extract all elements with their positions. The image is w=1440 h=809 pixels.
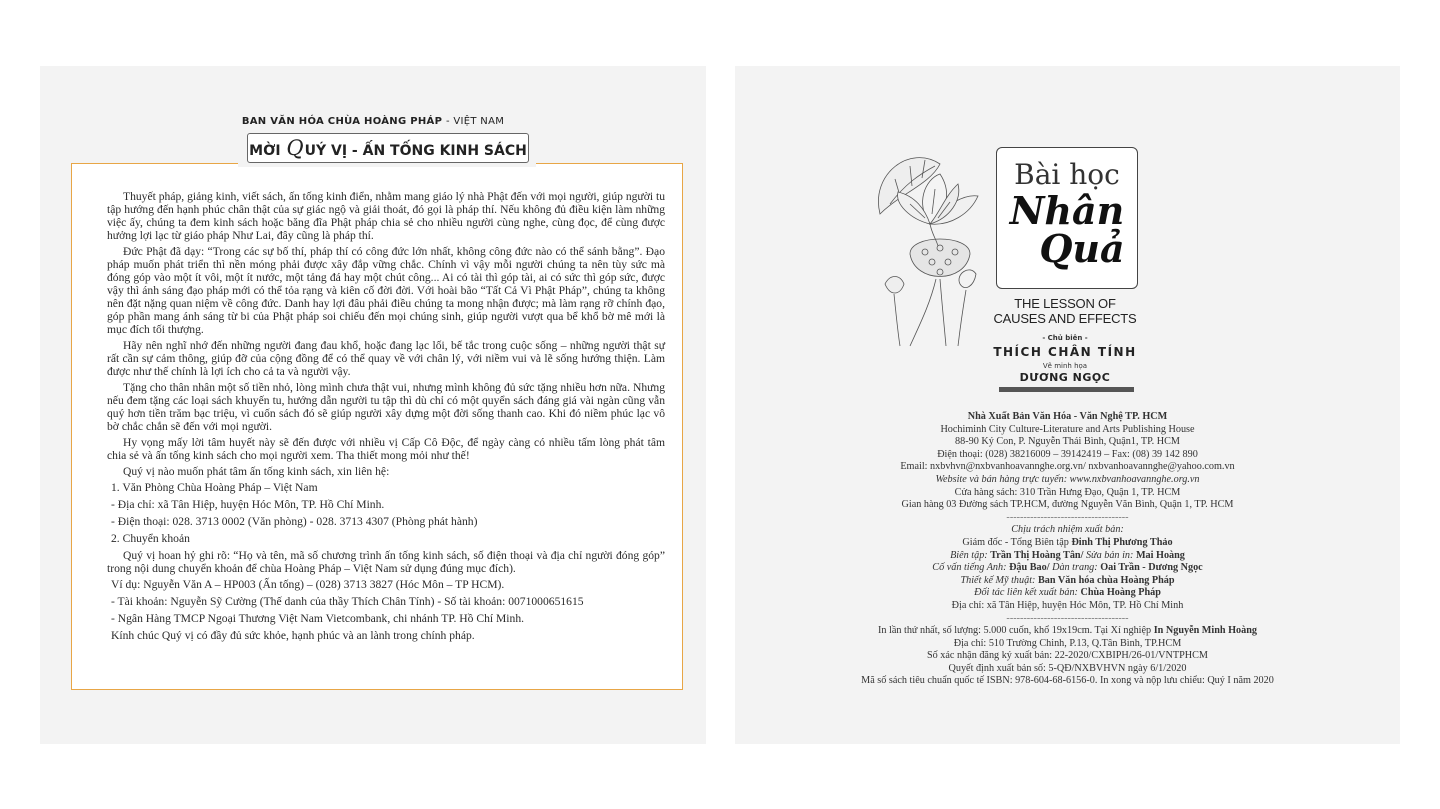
print-info: In lần thứ nhất, số lượng: 5.000 cuốn, khổ 19x19cm. Tại Xí nghiệp bbox=[877, 625, 1152, 637]
invitation-banner bbox=[247, 133, 529, 163]
editor-value: Trần Thị Hoàng Tân/ bbox=[990, 549, 1084, 561]
english-title bbox=[965, 296, 1165, 326]
illustrator-name: DƯƠNG NGỌC bbox=[1019, 371, 1111, 384]
contact-office-address: - Địa chỉ: xã Tân Hiệp, huyện Hóc Môn, TP. Hồ Chí Minh. bbox=[111, 498, 385, 511]
book-title-line-1: Bài học bbox=[1014, 158, 1120, 191]
art-value: Ban Văn hóa chùa Hoàng Pháp bbox=[1037, 574, 1175, 586]
publisher-store: Cửa hàng sách: 310 Trần Hưng Đạo, Quận 1, TP. HCM bbox=[954, 486, 1181, 498]
book-title-box bbox=[996, 147, 1138, 289]
english-title-line-1: THE LESSON OF bbox=[1014, 296, 1116, 311]
invitation-initial: Q bbox=[286, 136, 304, 160]
proof-value: Mai Hoàng bbox=[1135, 549, 1185, 561]
publisher-email: Email: nxbvhvn@nxbvanhoavannghe.org.vn/ nxbvanhoavannghe@yahoo.com.vn bbox=[900, 461, 1235, 473]
publisher-info bbox=[795, 411, 1340, 688]
print-line bbox=[795, 625, 1340, 638]
paragraph: Tặng cho thân nhân một số tiền nhỏ, lòng mình chưa thật vui, nhưng mình không đủ sức tặng nhiều hơn nữa. Nhưng nếu đem tặng các loại sách khuyến tu, hướng dẫn người tu tập thì dù chỉ có một quyển sách đáng giá vài ngàn cũng vẫn quý hơn tiền trăm bạc triệu, vì cuốn sách đó sẽ giúp người xây dựng một đời sống thanh cao. Khi đó niềm phúc lạc vô bờ chắc chắn sẽ đến với mọi người. bbox=[107, 381, 665, 433]
printer-address: Địa chỉ: 510 Trường Chinh, P.13, Q.Tân Bình, TP.HCM bbox=[953, 637, 1182, 649]
transfer-bank: - Ngân Hàng TMCP Ngoại Thương Việt Nam Vietcombank, chi nhánh TP. Hồ Chí Minh. bbox=[111, 612, 525, 625]
invitation-body bbox=[107, 190, 665, 646]
paragraph: Hãy nên nghĩ nhớ đến những người đang đau khổ, hoặc đang lạc lối, bế tắc trong cuộc sống – những người thật sự rất cần sự cảm thông, giúp đỡ của cộng đồng để có thể quay về với chân lý, với niềm vui và lẽ sống hướng thiện. Làm được như thế chính là lợi ích cho cả ta và người vậy. bbox=[107, 339, 665, 378]
publisher-booth: Gian hàng 03 Đường sách TP.HCM, đường Nguyễn Văn Bình, Quận 1, TP. HCM bbox=[901, 499, 1234, 511]
publisher-name-english: Hochiminh City Culture-Literature and Arts Publishing House bbox=[940, 423, 1195, 435]
paragraph: Thuyết pháp, giảng kinh, viết sách, ấn tống kinh điển, nhằm mang giáo lý nhà Phật đến với mọi người, giúp người tu tập hướng đến hạnh phúc chân thật của sự giác ngộ và giải thoát, đó gọi là pháp thí. Nếu không đủ điều kiện làm những việc ấy, chúng ta đem kinh sách hoặc băng đĩa Phật pháp chia sẻ cho nhiều người cùng nghe, cùng đọc, để cùng được hưởng lợi lạc từ giáo pháp Như Lai, đây cũng là pháp thí. bbox=[107, 190, 665, 242]
book-title-line-2: Nhân bbox=[1009, 188, 1125, 233]
partner-value: Chùa Hoàng Pháp bbox=[1080, 587, 1161, 599]
closing-wish: Kính chúc Quý vị có đầy đủ sức khỏe, hạnh phúc và an lành trong chính pháp. bbox=[111, 629, 475, 642]
transfer-title: 2. Chuyển khoản bbox=[111, 532, 190, 545]
chief-editor-role: - Chủ biên - bbox=[1042, 334, 1088, 342]
art-label: Thiết kế Mỹ thuật: bbox=[960, 574, 1036, 586]
english-title-line-2: CAUSES AND EFFECTS bbox=[993, 311, 1137, 326]
publishing-decision: Quyết định xuất bản số: 5-QĐ/NXBVHVN ngày 6/1/2020 bbox=[948, 662, 1187, 674]
layout-label: Dàn trang: bbox=[1052, 562, 1098, 574]
organization-heading bbox=[40, 116, 706, 127]
invitation-title: UÝ VỊ - ẤN TỐNG KINH SÁCH bbox=[304, 143, 527, 159]
publisher-website: Website và bán hàng trực tuyến: www.nxbvanhoavannghe.org.vn bbox=[935, 473, 1200, 485]
isbn-line: Mã số sách tiêu chuẩn quốc tế ISBN: 978-604-68-6156-0. In xong và nộp lưu chiểu: Quý I năm 2020 bbox=[861, 675, 1274, 687]
publisher-address: 88-90 Ký Con, P. Nguyễn Thái Bình, Quận1, TP. HCM bbox=[955, 436, 1180, 448]
director-line bbox=[795, 537, 1340, 550]
director-label: Giám đốc - Tổng Biên tập bbox=[962, 536, 1069, 548]
contact-office-title: 1. Văn Phòng Chùa Hoàng Pháp – Việt Nam bbox=[111, 481, 318, 494]
illustrator-role: Vẽ minh họa bbox=[1042, 362, 1088, 370]
registration-number: Số xác nhận đăng ký xuất bản: 22-2020/CXBIPH/26-01/VNTPHCM bbox=[927, 650, 1208, 662]
partner-line bbox=[795, 587, 1340, 600]
proof-label: Sửa bản in: bbox=[1085, 549, 1134, 561]
left-page bbox=[40, 66, 706, 744]
transfer-example: Ví dụ: Nguyễn Văn A – HP003 (Ấn tống) – (028) 3713 3827 (Hóc Môn – TP HCM). bbox=[111, 578, 505, 591]
book-title-line-3: Quả bbox=[1039, 226, 1125, 271]
partner-label: Đối tác liên kết xuất bản: bbox=[974, 587, 1078, 599]
organization-name: BAN VĂN HÓA CHÙA HOÀNG PHÁP bbox=[241, 116, 443, 127]
english-advisor-value: Đậu Bao/ bbox=[1009, 562, 1050, 574]
transfer-note: Quý vị hoan hỷ ghi rõ: “Họ và tên, mã số chương trình ấn tống kinh sách, số điện thoại và địa chỉ người đóng góp” trong nội dung chuyển khoản để chùa Hoàng Pháp – Việt Nam sử dụng đúng mục đích). bbox=[107, 549, 665, 575]
invitation-prefix: MỜI bbox=[249, 143, 281, 159]
contact-office-phone: - Điện thoại: 028. 3713 0002 (Văn phòng) - 028. 3713 4307 (Phòng phát hành) bbox=[111, 515, 478, 528]
printer-name: In Nguyễn Minh Hoàng bbox=[1153, 625, 1258, 637]
responsibility-heading: Chịu trách nhiệm xuất bản: bbox=[1011, 524, 1124, 536]
english-advisor-label: Cố vấn tiếng Anh: bbox=[932, 562, 1007, 574]
editor-label: Biên tập: bbox=[950, 549, 988, 561]
chief-editor-name: THÍCH CHÂN TÍNH bbox=[993, 345, 1137, 359]
separator: ------------------------------------ bbox=[1006, 612, 1129, 624]
partner-address: Địa chỉ: xã Tân Hiệp, huyện Hóc Môn, TP. Hồ Chí Minh bbox=[951, 599, 1184, 611]
paragraph: Đức Phật đã dạy: “Trong các sự bố thí, pháp thí có công đức lớn nhất, không công đức nào có thể sánh bằng”. Đạo pháp muốn phát triển thì nền móng phải được xây đắp vững chắc. Chính vì vậy mỗi người chúng ta nên tùy sức mà đóng góp vào một ít vôi, một ít nước, một tảng đá hay một chút công... Ai có tài thì góp tài, ai có sức thì góp sức, được vậy thì ánh sáng đạo pháp mới có thể tỏa rạng và kiên cố đời đời. Với hoài bão “Tất Cả Vì Phật Pháp”, chúng ta không nên đặt nặng quan niệm về công đức. Danh hay lợi đâu phải điều chúng ta mong nhận được; mà làm rạng rỡ chính đạo, góp phần mang ánh sáng từ bi của Phật pháp soi chiếu đến mọi chúng sinh, giúp người vượt qua bể khổ bờ mê mới là mục đích tối thượng. bbox=[107, 245, 665, 336]
transfer-account: - Tài khoản: Nguyễn Sỹ Cường (Thế danh của thầy Thích Chân Tính) - Số tài khoản: 0071000651615 bbox=[111, 595, 584, 608]
separator: ------------------------------------ bbox=[1006, 511, 1129, 523]
director-name: Đinh Thị Phương Thảo bbox=[1071, 536, 1173, 548]
paragraph: Hy vọng mấy lời tâm huyết này sẽ đến được với nhiều vị Cấp Cô Độc, để ngày càng có nhiều tấm lòng phát tâm chia sẻ và ấn tống kinh sách cho mọi người xem. Tha thiết mong mỏi như thế! bbox=[107, 436, 665, 462]
paragraph: Quý vị nào muốn phát tâm ấn tống kinh sách, xin liên hệ: bbox=[123, 465, 390, 478]
editor-line bbox=[795, 550, 1340, 563]
layout-value: Oai Trần - Dương Ngọc bbox=[1100, 562, 1203, 574]
art-line bbox=[795, 575, 1340, 588]
publisher-name: Nhà Xuất Bản Văn Hóa - Văn Nghệ TP. HCM bbox=[967, 411, 1168, 422]
organization-country: - VIỆT NAM bbox=[446, 116, 505, 127]
advisor-line bbox=[795, 562, 1340, 575]
publisher-phone: Điện thoại: (028) 38216009 – 39142419 – Fax: (08) 39 142 890 bbox=[937, 448, 1198, 460]
title-underline bbox=[999, 387, 1134, 392]
right-page bbox=[735, 66, 1400, 744]
